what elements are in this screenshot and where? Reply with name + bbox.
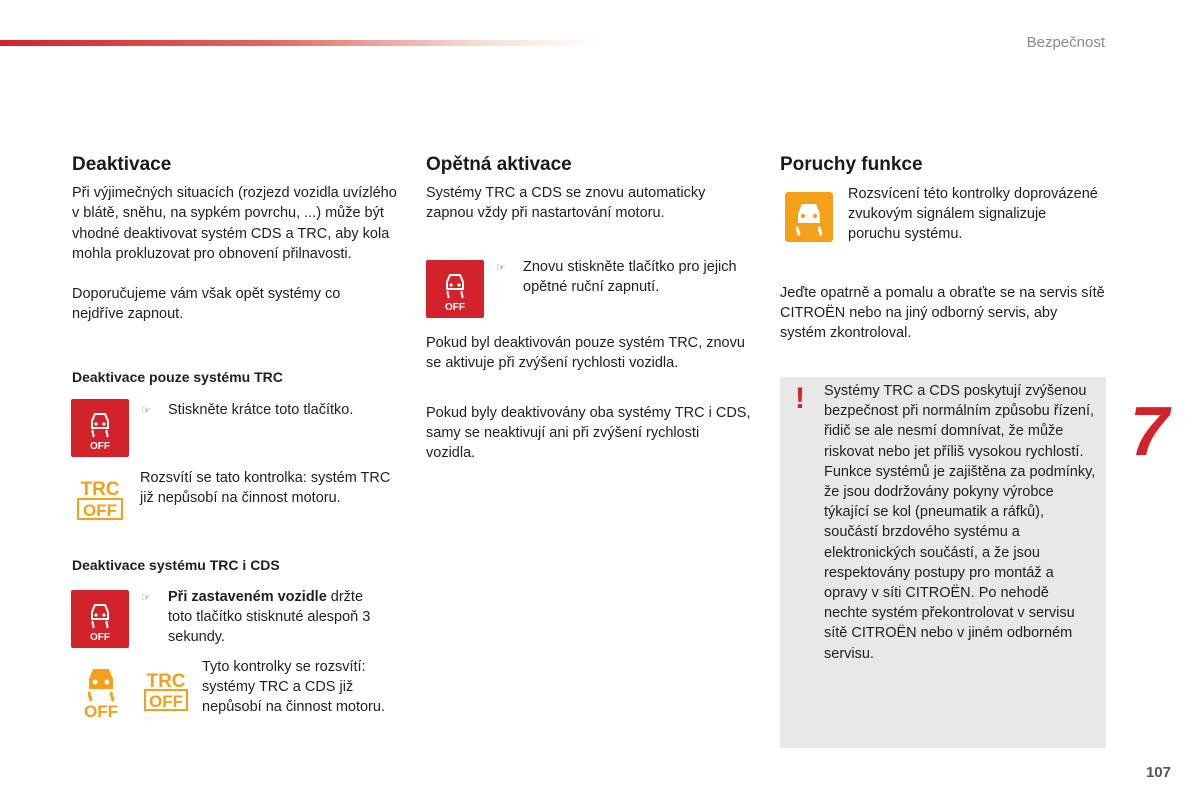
trc-only-note: Rozsvítí se tato kontrolka: systém TRC již nepůsobí na činnost motoru.: [140, 470, 391, 507]
deactivation-intro: Při výjimečných situacích (rozjezd vozidla uvízlého v blátě, sněhu, na sypkém povrchu, ...) může být vhodné deaktivovat systém CDS a TRC, aby kola mohla prokluzovat pro obnovení přilnavosti.: [72, 185, 397, 262]
deactivation-recommend: Doporučujeme vám však opět systémy co nejdříve zapnout.: [72, 286, 341, 323]
bullet-icon: ☞: [141, 592, 151, 604]
trc-cds-step-bold: Při zastaveném vozidle: [168, 589, 327, 605]
trc-cds-step-rest: držte toto tlačítko stisknuté alespoň 3 sekundy.: [168, 589, 371, 646]
warning-icon: !: [795, 382, 805, 415]
chapter-number: 7: [1130, 392, 1169, 470]
malfunction-advice: Jeďte opatrně a pomalu a obraťte se na servis sítě CITROËN nebo na jiný odborný servis, aby systém zkontroloval.: [780, 285, 1105, 342]
heading-malfunction: Poruchy funkce: [780, 154, 923, 175]
reactivate-button-icon: [426, 260, 484, 318]
svg-text:OFF: OFF: [149, 692, 183, 711]
trc-off-warning-lamp-icon: [143, 668, 189, 712]
column-reactivation: [426, 155, 756, 224]
malfunction-lamp-text: Rozsvícení této kontrolky doprovázené zvukovým signálem signalizuje poruchu systému.: [848, 186, 1098, 243]
header-accent-bar: [0, 40, 600, 46]
subheading-trc-cds: Deaktivace systému TRC i CDS: [72, 557, 280, 573]
svg-text:TRC: TRC: [80, 479, 120, 500]
svg-text:OFF: OFF: [445, 302, 465, 313]
trc-off-button-icon: [71, 399, 129, 457]
warning-text: Systémy TRC a CDS poskytují zvýšenou bezpečnost při normálním způsobu řízení, řidič se ale nesmí domnívat, že může riskovat nebo jet příliš vysokou rychlostí. Funkce systémů je zajištěna za podmínky, že jsou dodržovány pokyny výrobce týkající se kol (pneumatik a ráfků), součástí brzdového systému a elektronických součástí, a že jsou respektovány postupy pro montáž a opravy v síti CITROËN. Po nehodě nechte systém překontrolovat v servisu sítě CITROËN nebo v jiném odborném servisu.: [824, 383, 1096, 662]
section-title: Bezpečnost: [1026, 34, 1105, 51]
svg-text:OFF: OFF: [84, 702, 118, 718]
bullet-icon: ☞: [141, 405, 151, 417]
svg-text:OFF: OFF: [83, 501, 117, 520]
column-deactivation: [72, 155, 407, 324]
page-number: 107: [1145, 764, 1171, 781]
reactivation-note-both: Pokud byly deaktivovány oba systémy TRC i CDS, samy se neaktivují ani při zvýšení rychlosti vozidla.: [426, 405, 751, 462]
heading-reactivation: Opětná aktivace: [426, 154, 572, 175]
trc-cds-step: [168, 587, 383, 648]
reactivation-note-trc: Pokud byl deaktivován pouze systém TRC, znovu se aktivuje při zvýšení rychlosti vozidla.: [426, 335, 745, 372]
svg-text:OFF: OFF: [90, 441, 110, 452]
trc-off-warning-lamp-icon: [76, 476, 124, 520]
trc-cds-off-button-icon: [71, 590, 129, 648]
reactivation-intro: Systémy TRC a CDS se znovu automaticky zapnou vždy při nastartování motoru.: [426, 185, 706, 222]
column-malfunction: [780, 155, 1110, 183]
trc-only-step: Stiskněte krátce toto tlačítko.: [168, 402, 354, 418]
cds-off-warning-lamp-icon: [80, 662, 122, 718]
malfunction-warning-lamp-icon: [785, 192, 833, 242]
heading-deactivation: Deaktivace: [72, 154, 172, 175]
svg-text:OFF: OFF: [90, 632, 110, 643]
trc-cds-note: Tyto kontrolky se rozsvítí: systémy TRC a CDS již nepůsobí na činnost motoru.: [202, 659, 385, 716]
reactivation-step: Znovu stiskněte tlačítko pro jejich opětné ruční zapnutí.: [523, 259, 737, 296]
svg-text:TRC: TRC: [146, 671, 186, 692]
bullet-icon: ☞: [496, 262, 506, 274]
subheading-trc-only: Deaktivace pouze systému TRC: [72, 369, 283, 385]
